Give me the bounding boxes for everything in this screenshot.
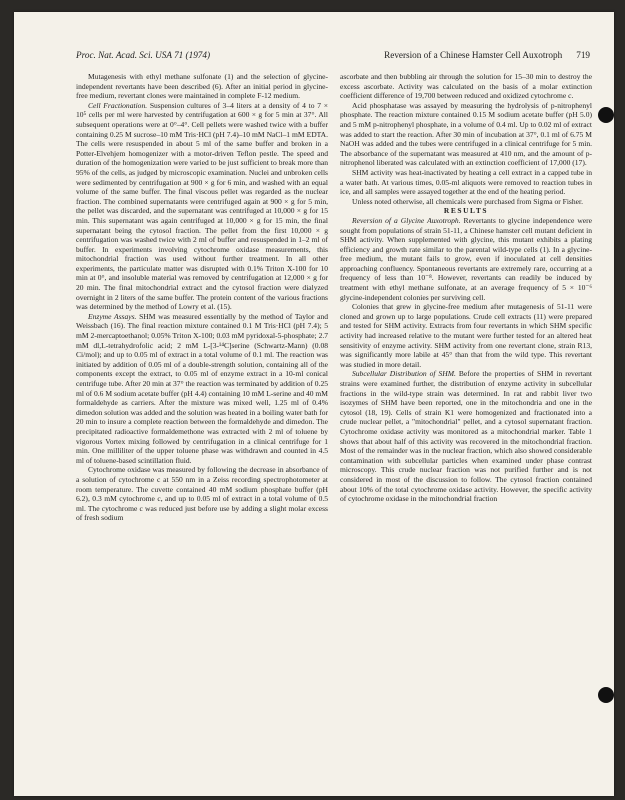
paragraph-colonies: Colonies that grew in glycine-free medium after mutagenesis of 51-11 were cloned and grown up to large populations. Crude cell extracts (11) were prepared and tested for SHM activity. Extracts from four revertants in which SHM specific activity had increased relative to the mutant were further tested for an altered heat sensitivity of enzyme activity. SHM activity from one revertant clone, strain R13, was significantly more labile at 45° than that from the wild type. This revertant was studied in more detail. [340,302,592,369]
binder-hole-bottom [598,687,614,703]
paragraph-acid-phosphatase: Acid phosphatase was assayed by measuring the hydrolysis of p-nitrophenyl phosphate. The reaction mixture contained 0.15 M sodium acetate buffer (pH 5.0) and 5 mM p-nitrophenyl phosphate, in a volume of 0.4 ml. Up to 0.02 ml of extract was added to start the reaction. After 30 min of incubation at 37°, 0.1 ml of 6.75 M NaOH was added and the tubes were centrifuged in a clinical centrifuge for 5 min. The absorbance of the supernatant was measured at 410 nm, and the amount of p-nitrophenol liberated was calculated with an extinction coefficient of 17,000 (17). [340,100,592,168]
paragraph-reversion [340,216,592,302]
paragraph-mutagenesis: Mutagenesis with ethyl methane sulfonate (1) and the selection of glycine-independent revertants have been described (6). After an initial period in glycine-free medium, revertant clones were maintained in complete F-12 medium. [76,72,328,101]
page-header [76,50,590,64]
paragraph-heat-inactivation: SHM activity was heat-inactivated by heating a cell extract in a capped tube in a water bath. At various times, 0.05-ml aliquots were removed to reaction tubes in ice, and all samples were assayed together at the end of the heating period. [340,167,592,197]
reversion-body: Revertants to glycine independence were sought from populations of strain 51-11, a Chinese hamster cell mutant deficient in SHM activity. When supplemented with glycine, this mutant exhibits a plating efficiency and growth rate similar to the parental wild-type cells (1). In a glycine-free medium, the mutant fails to grow, even if inoculated at cell densities approaching confluency. Spontaneous revertants are extremely rare, occurring at a frequency of less than 10⁻⁸. However, revertants can readily be induced by treatment with ethyl methane sulfonate, at an average frequency of 5 × 10⁻⁶ glycine-independent colonies per surviving cell. [340,215,592,302]
paragraph-enzyme-assays [76,312,328,466]
section-title-cell-fractionation: Cell Fractionation. [88,100,148,110]
paragraph-cytochrome-oxidase: Cytochrome oxidase was measured by following the decrease in absorbance of a solution of cytochrome c at 550 nm in a Zeiss recording spectrophotometer at room temperature. The cuvette contained 40 mM sodium phosphate buffer (pH 6.2), 0.3 mM cytochrome c, and up to 0.05 ml of extract in a total volume of 0.5 ml. The cytochrome c was reduced just before use by adding a slight molar excess of fresh sodium [76,465,328,523]
cell-fractionation-body: Suspension cultures of 3–4 liters at a density of 4 to 7 × 10⁵ cells per ml were harvested by centrifugation at 600 × g for 5 min at 37°. All subsequent operations were at 0°–4°. Cell pellets were washed twice with a buffer containing 0.25 M sucrose–10 mM Tris·HCl (pH 7.4)–10 mM NaCl–1 mM EDTA. The cells were resuspended in about 5 ml of the same buffer and broken in a Potter-Elvehjem homogenizer with a motor-driven Teflon pestle. The speed and duration of the homogenization were varied to be just sufficient to break more than 95% of the cells, as judged by microscopic examination. Nuclei and unbroken cells were sedimented by centrifugation at 900 × g for 6 min, and washed with an equal volume of the same buffer. The final viscous pellet was regarded as the nuclear fraction. The combined supernatants were centrifuged again at 900 × g for 5 min, the pellet was discarded, and the supernatant was centrifuged at 10,000 × g for 15 min. This supernatant was again centrifuged at 10,000 × g for 15 min, the final supernatant being the cytosol fraction. The pellet from the first 10,000 × g centrifugation was washed twice with 2 ml of buffer and resuspended in 1–2 ml of buffer. In experiments involving cytochrome oxidase measurements, this mitochondrial fraction was used without further treatment. In all other experiments, the particulate matter was disrupted with 0.1% Triton X-100 for 10 min at 0°, and insoluble material was removed by centrifugation at 12,000 × g for 20 min. The final mitochondrial extract and the cytosol fraction were dialyzed overnight in 2 liters of the same buffer. The protein content of the various fractions was determined by the method of Lowry et al. (15). [76,100,328,312]
paragraph-chemicals: Unless noted otherwise, all chemicals were purchased from Sigma or Fisher. [352,196,583,206]
subcellular-body: Before the properties of SHM in revertant strains were examined further, the distribution of enzyme activity in subcellular fractions in the wild-type strain was determined. In rat and rabbit liver two isozymes of SHM have been reported, one in the mitochondria and one in the cytosol (18, 19). Cells of strain K1 were homogenized and fractionated into a crude nuclear pellet, a "mitochondrial" pellet, and a cytosol supernatant fraction. Cytochrome oxidase activity was monitored as a mitochondrial marker. Table 1 shows that about half of this activity was recovered in the mitochondrial fraction. Most of the remainder was in the nuclear fraction, which also showed considerable contamination with subcellular particles when examined under phase contrast microscopy. This crude nuclear fraction was not purified further and is not considered in most of the discussion to follow. The cytosol fraction contained about 10% of the total cytochrome oxidase activity. However, the specific activity of cytochrome oxidase in the mitochondrial fraction [340,369,593,504]
paragraph-subcellular-distribution [340,369,592,503]
results-heading: RESULTS [443,206,489,216]
journal-page [14,12,614,796]
paragraph-cell-fractionation [76,101,328,312]
section-title-reversion: Reversion of a Glycine Auxotroph. [352,215,461,225]
binder-hole-top [598,107,614,123]
enzyme-assays-body: SHM was measured essentially by the method of Taylor and Weissbach (16). The final reaction mixture contained 0.1 M Tris·HCl (pH 7.4); 5 mM 2-mercaptoethanol; 0.05% Triton X-100; 0.03 mM pyridoxal-5-phosphate; 2.7 mM dl,L-tetrahydrofolic acid; 2 mM L-[3-¹⁴C]serine (Schwartz-Mann) (0.08 Ci/mol); and up to 0.05 ml of extract in a total volume of 0.1 ml. The reaction was initiated by addition of 0.05 ml of a double-strength solution, containing all of the components except the extract, to 0.05 ml of enzyme extract in a 10-ml conical centrifuge tube. After 20 min at 37° the reaction was terminated by addition of 0.25 ml of 0.6 M sodium acetate buffer (pH 4.4) containing 10 mM L-serine and 40 mM formaldehyde as carriers. After the mixture was mixed well, 1.25 ml of 0.4% dimedon solution was added and the solution was heated in a boiling water bath for 20 min to insure a complete reaction between the formaldehyde and dimedon. The precipitated radioactive formaldemethone was extracted with 2 ml of toluene by vigorous Vortex mixing followed by centrifugation in a clinical centrifuge for 1 min. One milliliter of the upper toluene phase was withdrawn and counted in 4.5 ml of toluene-based scintillation fluid. [76,311,328,465]
section-title-subcellular: Subcellular Distribution of SHM. [352,369,456,379]
left-column [76,72,328,523]
header-right [384,50,590,60]
journal-citation: Proc. Nat. Acad. Sci. USA 71 (1974) [76,50,211,60]
page-number: 719 [576,50,590,60]
paragraph-ascorbate: ascorbate and then bubbling air through the solution for 15–30 min to destroy the excess ascorbate. Activity was calculated on the basis of a molar extinction coefficient difference of 19,700 between reduced and oxidized cytochrome c. [340,72,592,101]
running-title: Reversion of a Chinese Hamster Cell Auxotroph [384,50,563,60]
section-title-enzyme-assays: Enzyme Assays. [88,311,137,321]
right-column [340,72,592,504]
